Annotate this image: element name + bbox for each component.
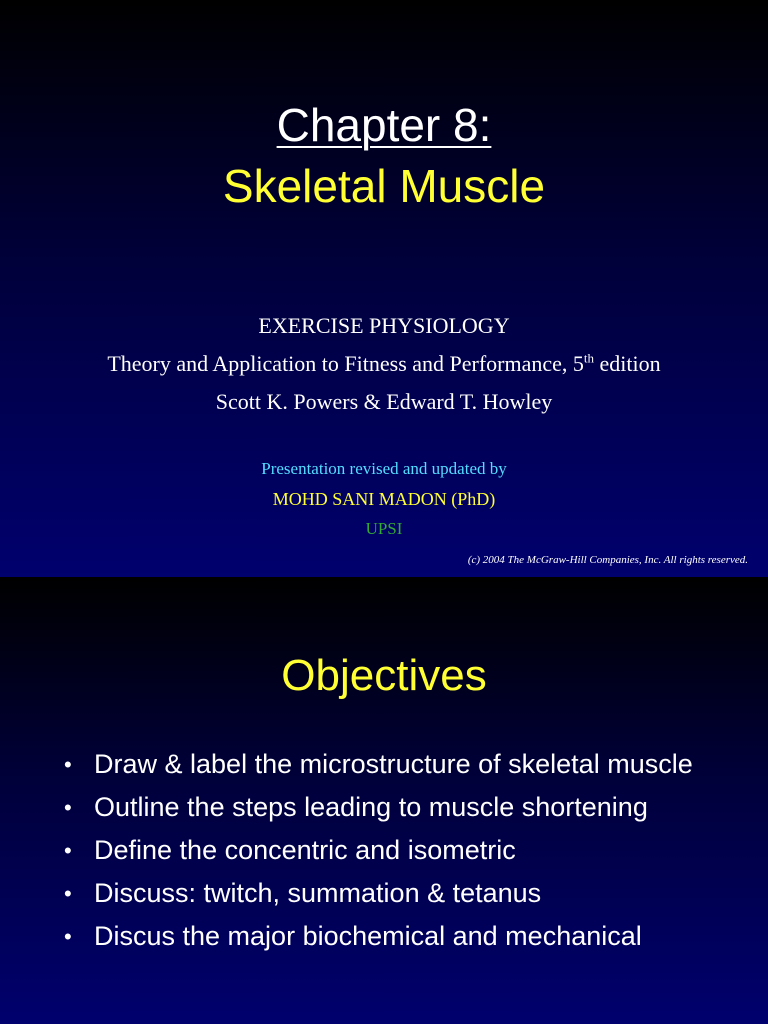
objective-item	[60, 919, 740, 954]
book-title: EXERCISE PHYSIOLOGY	[258, 313, 510, 338]
objective-item	[60, 833, 740, 868]
bullet-icon: •	[64, 752, 72, 777]
bullet-icon: •	[64, 924, 72, 949]
objective-item	[60, 876, 740, 911]
bullet-icon: •	[64, 795, 72, 820]
objectives-title: Objectives	[281, 651, 487, 700]
bullet-icon: •	[64, 838, 72, 863]
objectives-slide	[0, 577, 768, 1024]
objective-text: Discuss: twitch, summation & tetanus	[94, 878, 542, 908]
reviser-organization: UPSI	[365, 519, 403, 538]
copyright-notice: (c) 2004 The McGraw-Hill Companies, Inc. All rights reserved.	[467, 554, 748, 566]
objectives-list	[60, 747, 740, 962]
objective-text: Define the concentric and isometric	[94, 835, 516, 865]
book-authors: Scott K. Powers & Edward T. Howley	[215, 389, 553, 414]
chapter-heading	[0, 97, 768, 153]
book-subtitle	[0, 350, 768, 378]
chapter-topic: Skeletal Muscle	[222, 160, 546, 212]
objective-item	[60, 747, 740, 782]
objective-text: Discus the major biochemical and mechanical	[94, 921, 642, 951]
book-subtitle-main: Theory and Application to Fitness and Performance, 5	[107, 351, 584, 376]
objective-item	[60, 790, 740, 825]
book-subtitle-end: edition	[594, 351, 661, 376]
objective-text: Outline the steps leading to muscle shortening	[94, 792, 648, 822]
chapter-label: Chapter 8:	[276, 99, 492, 151]
reviser-name: MOHD SANI MADON (PhD)	[272, 489, 496, 509]
edition-superscript: th	[583, 350, 595, 366]
bullet-icon: •	[64, 881, 72, 906]
revised-note: Presentation revised and updated by	[261, 459, 507, 478]
objective-text: Draw & label the microstructure of skeletal muscle	[94, 749, 693, 779]
